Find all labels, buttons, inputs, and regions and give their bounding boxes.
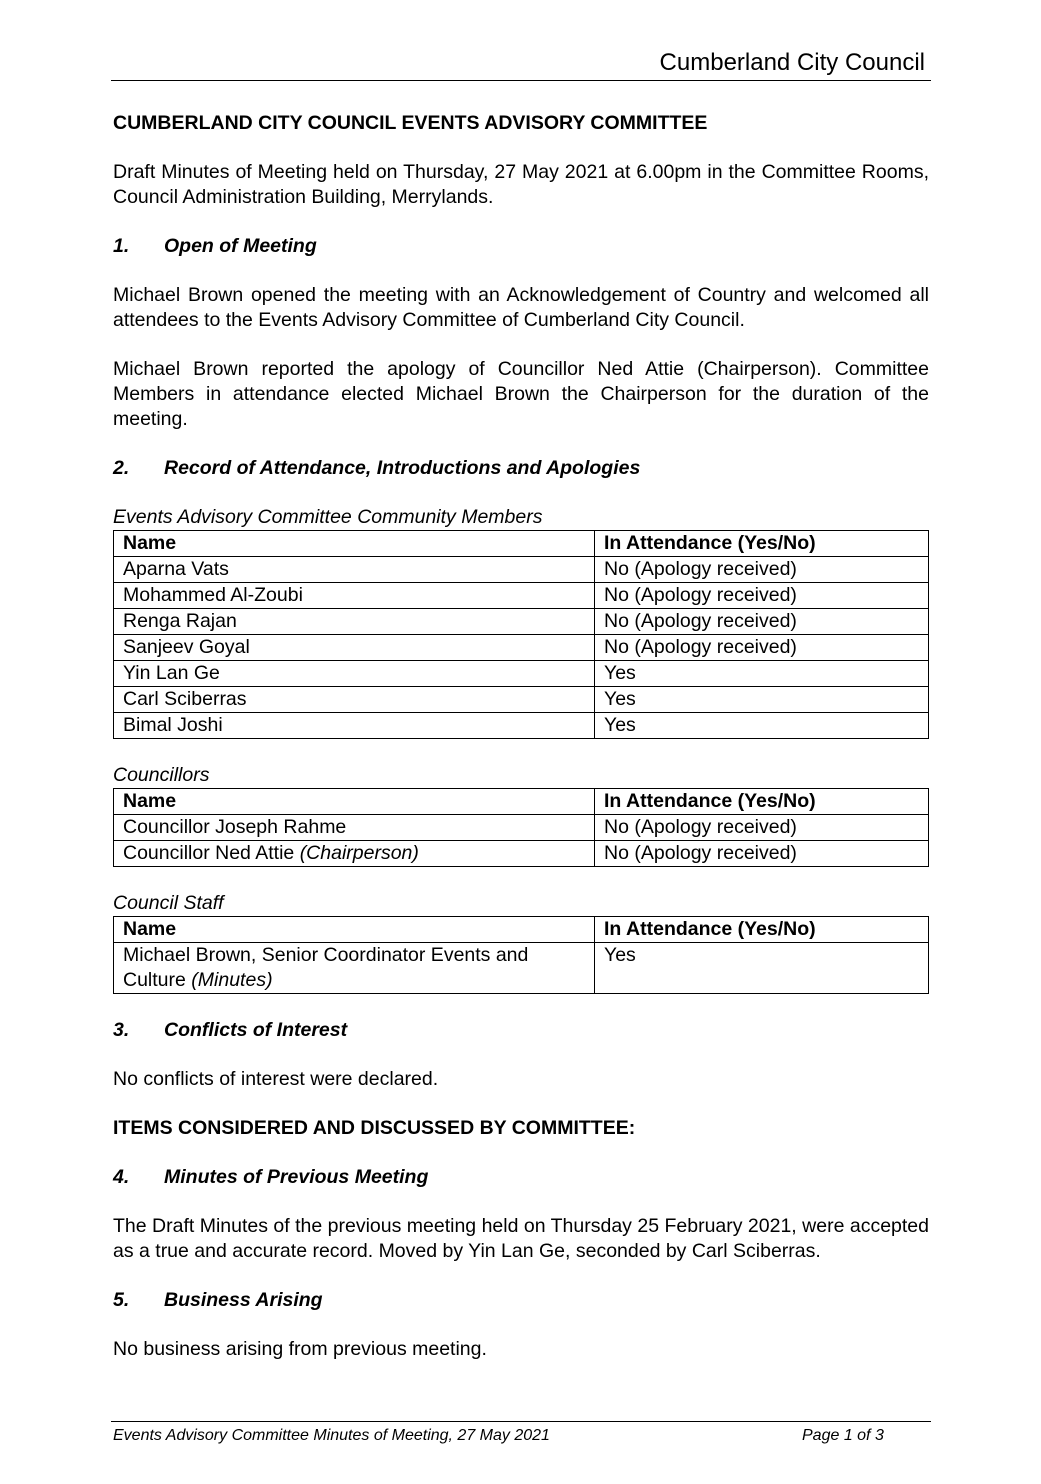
staff-role: (Minutes) [191,969,273,991]
councillor-name-cell [114,815,595,841]
attendance-status: No (Apology received) [595,635,929,661]
councillor-name: Councillor Joseph Rahme [123,816,347,838]
column-header-attendance: In Attendance (Yes/No) [595,531,929,557]
table-header-row [114,917,929,943]
section-1-paragraph-2: Michael Brown reported the apology of Councillor Ned Attie (Chairperson). Committee Members in attendance elected Michael Brown the Chairperson for the duration of the meeting. [113,358,929,430]
staff-table-caption: Council Staff [113,892,224,914]
councillor-name-cell [114,841,595,867]
section-title: Conflicts of Interest [164,1019,348,1041]
attendance-status: Yes [595,943,929,994]
section-title: Business Arising [164,1289,323,1311]
intro-paragraph: Draft Minutes of Meeting held on Thursday, 27 May 2021 at 6.00pm in the Committee Rooms, Council Administration Building, Merrylands. [113,161,929,208]
councillors-table [113,788,929,867]
councillor-role: (Chairperson) [299,842,419,864]
attendance-status: No (Apology received) [595,583,929,609]
section-3-paragraph: No conflicts of interest were declared. [113,1068,439,1090]
section-number: 3. [113,1019,130,1041]
member-name: Yin Lan Ge [114,661,595,687]
section-number: 2. [113,457,130,479]
table-row [114,557,929,583]
attendance-status: No (Apology received) [595,557,929,583]
member-name: Sanjeev Goyal [114,635,595,661]
section-title: Open of Meeting [164,235,317,257]
table-header-row [114,789,929,815]
section-number: 4. [113,1166,130,1188]
councillor-name: Councillor Ned Attie [123,842,295,864]
attendance-status: No (Apology received) [595,815,929,841]
section-2-heading [113,456,929,481]
table-row [114,943,929,994]
section-number: 5. [113,1289,130,1311]
column-header-name: Name [114,531,595,557]
column-header-name: Name [114,917,595,943]
council-staff-table [113,916,929,994]
table-row [114,609,929,635]
section-title: Minutes of Previous Meeting [164,1166,429,1188]
table-row [114,635,929,661]
section-1-heading [113,234,929,259]
staff-name-cell [114,943,595,994]
column-header-attendance: In Attendance (Yes/No) [595,917,929,943]
section-4-paragraph: The Draft Minutes of the previous meeting held on Thursday 25 February 2021, were accepted as a true and accurate record. Moved by Yin Lan Ge, seconded by Carl Sciberras. [113,1215,929,1262]
column-header-attendance: In Attendance (Yes/No) [595,789,929,815]
member-name: Mohammed Al-Zoubi [114,583,595,609]
footer-rule [111,1421,931,1422]
items-considered-heading: ITEMS CONSIDERED AND DISCUSSED BY COMMITTEE: [113,1117,636,1139]
document-body [113,111,929,1362]
community-table-caption: Events Advisory Committee Community Members [113,506,543,528]
section-5-heading [113,1288,929,1313]
table-row [114,815,929,841]
councillors-table-caption: Councillors [113,764,210,786]
table-row [114,841,929,867]
table-row [114,661,929,687]
section-title: Record of Attendance, Introductions and Apologies [164,457,641,479]
attendance-status: Yes [595,687,929,713]
header-org-name: Cumberland City Council [659,49,925,76]
column-header-name: Name [114,789,595,815]
header-rule [111,80,931,81]
footer-page-number: Page 1 of 3 [802,1427,884,1444]
table-row [114,713,929,739]
table-row [114,687,929,713]
section-5-paragraph: No business arising from previous meeting. [113,1338,487,1360]
section-1-paragraph-1: Michael Brown opened the meeting with an Acknowledgement of Country and welcomed all attendees to the Events Advisory Committee of Cumberland City Council. [113,284,929,331]
member-name: Carl Sciberras [114,687,595,713]
table-header-row [114,531,929,557]
document-title: CUMBERLAND CITY COUNCIL EVENTS ADVISORY COMMITTEE [113,112,708,134]
footer-document-title: Events Advisory Committee Minutes of Meeting, 27 May 2021 [113,1427,550,1444]
staff-name: Michael Brown, Senior Coordinator Events and Culture [123,944,529,991]
member-name: Bimal Joshi [114,713,595,739]
attendance-status: Yes [595,661,929,687]
member-name: Renga Rajan [114,609,595,635]
attendance-status: No (Apology received) [595,841,929,867]
table-row [114,583,929,609]
section-3-heading [113,1018,929,1043]
attendance-status: No (Apology received) [595,609,929,635]
attendance-status: Yes [595,713,929,739]
section-number: 1. [113,235,130,257]
member-name: Aparna Vats [114,557,595,583]
section-4-heading [113,1165,929,1190]
community-members-table [113,530,929,739]
